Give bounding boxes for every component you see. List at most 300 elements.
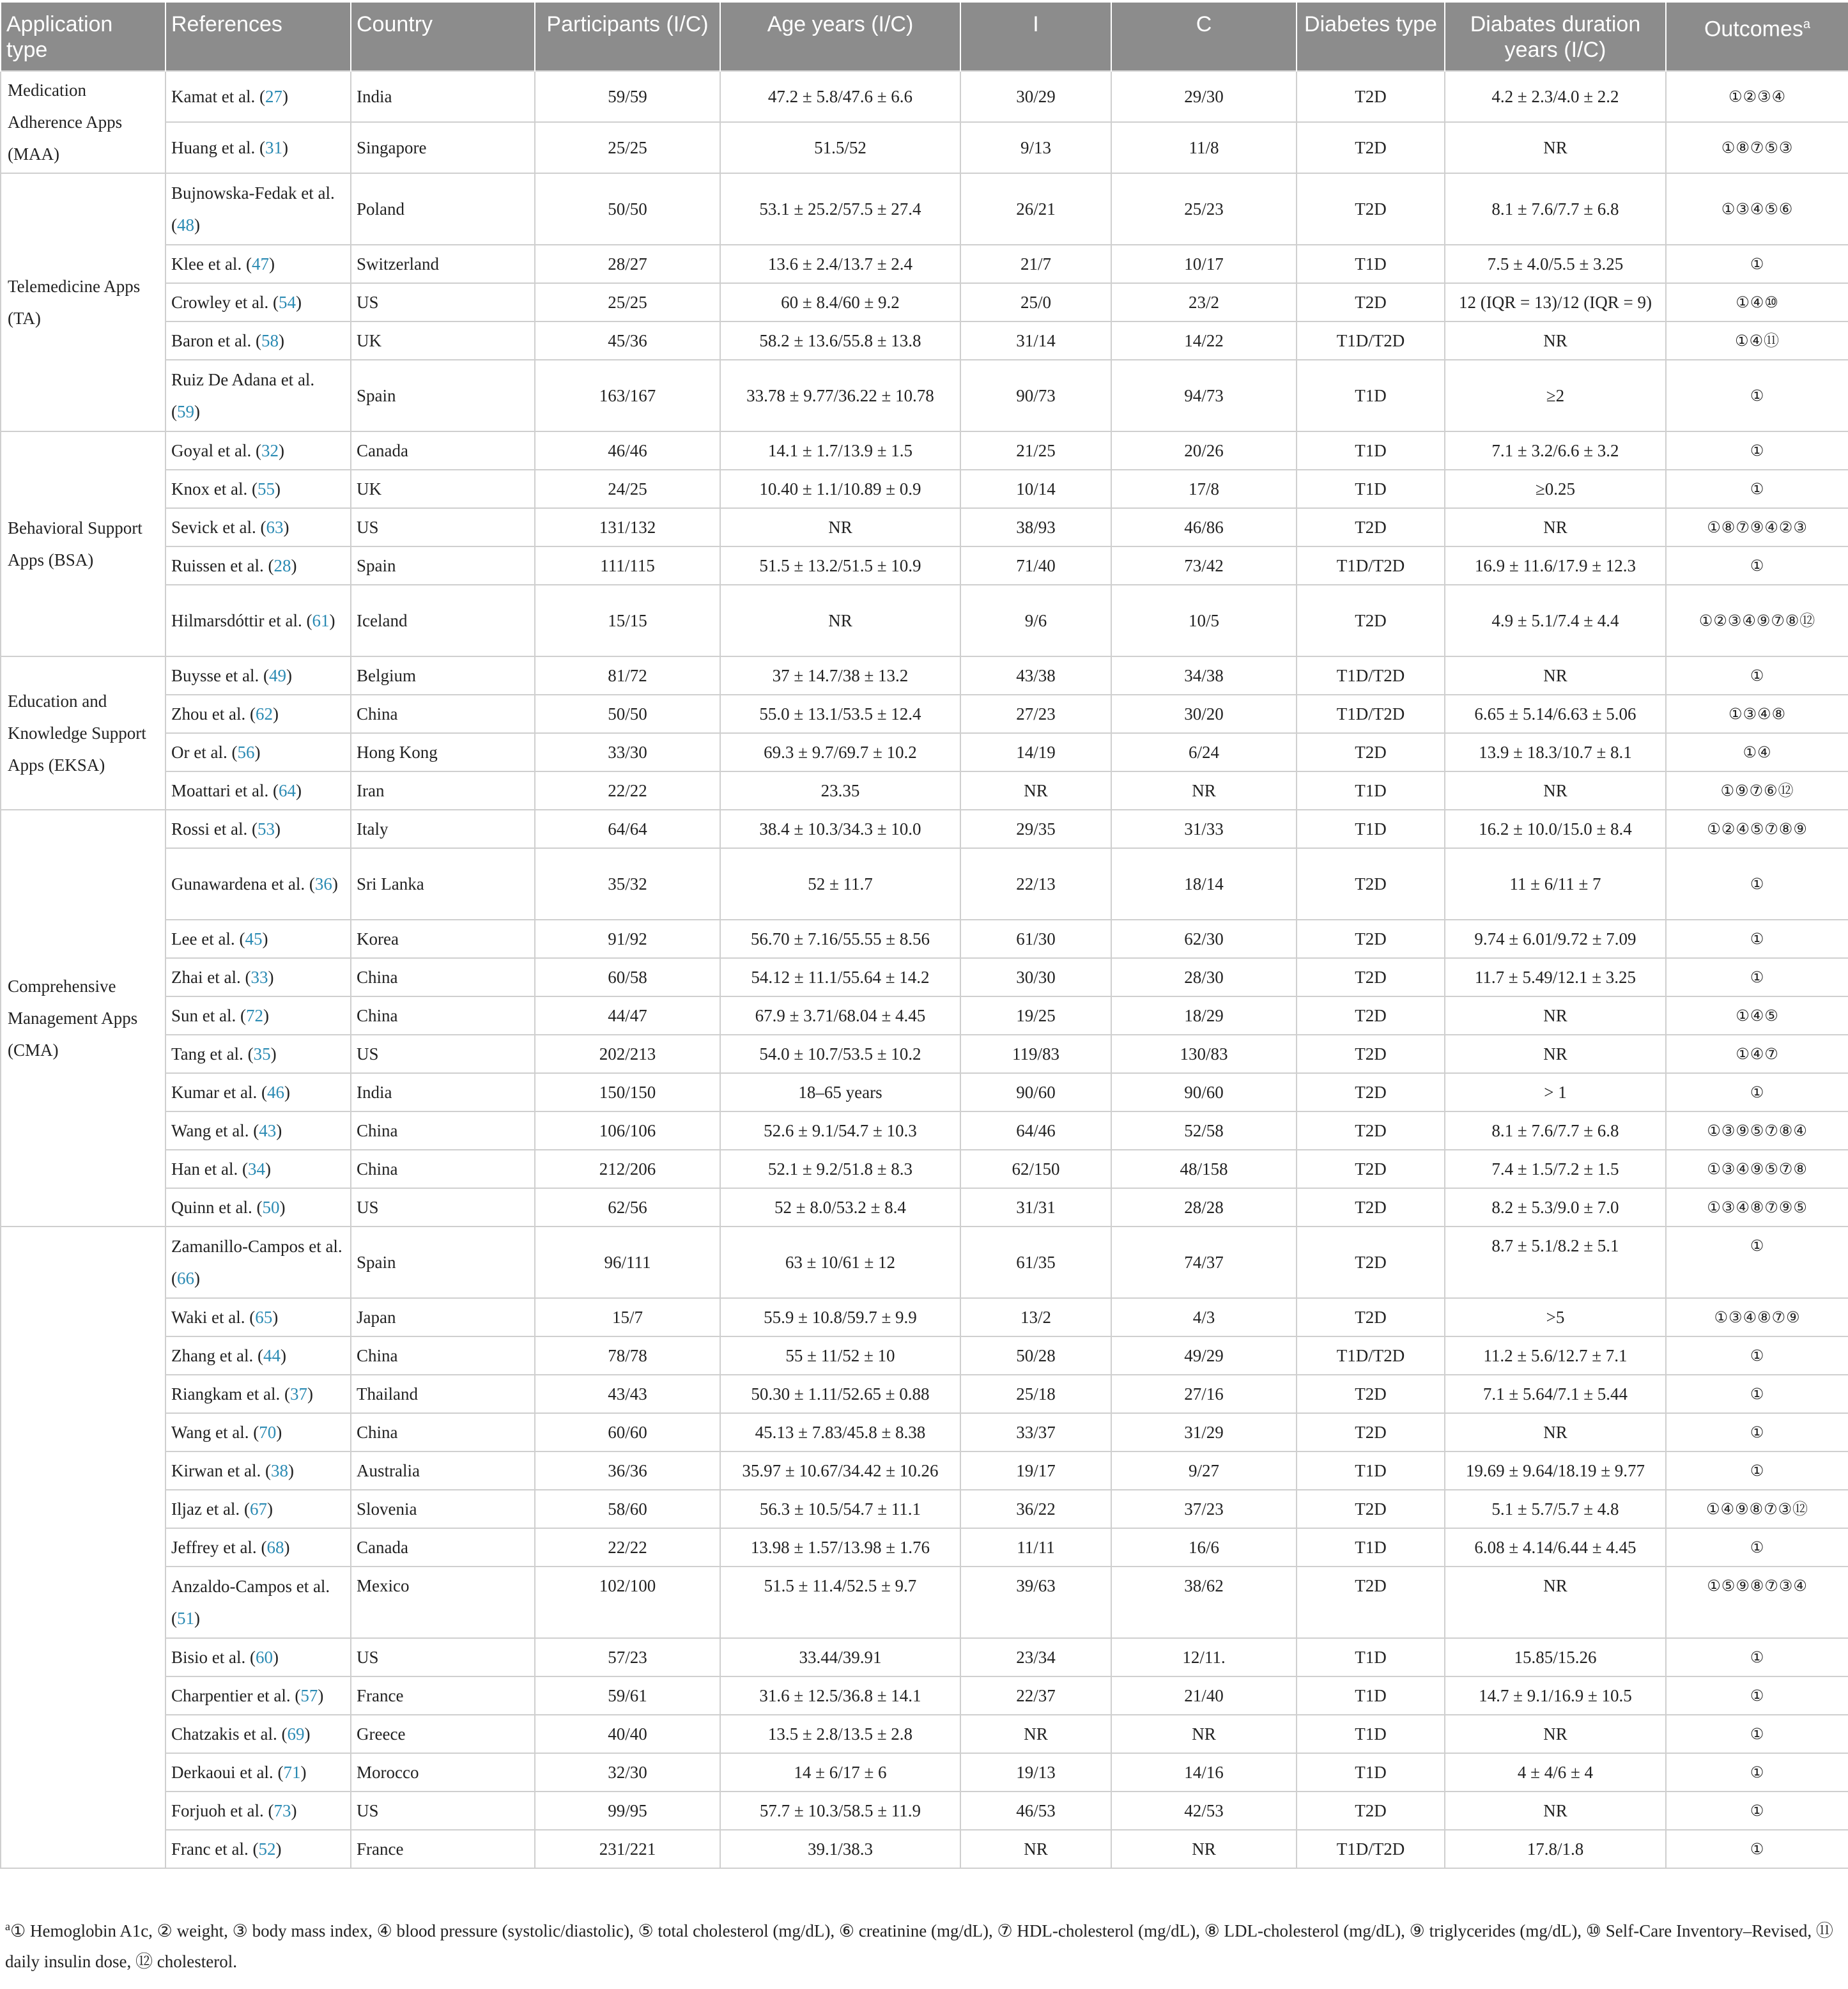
diabetes-type-cell: T1D: [1297, 771, 1445, 810]
country-cell: Singapore: [351, 122, 535, 173]
age-cell: 52 ± 11.7: [720, 848, 960, 920]
outcomes-cell: ①③④⑨⑤⑦⑧: [1666, 1150, 1848, 1188]
reference-cell: Zhang et al. (44): [166, 1336, 351, 1375]
reference-author: Goyal et al.: [171, 441, 252, 460]
table-row: [1, 1035, 1848, 1073]
outcomes-cell: ①②④⑤⑦⑧⑨: [1666, 810, 1848, 848]
outcomes-cell: ①④: [1666, 733, 1848, 771]
reference-author: Gunawardena et al.: [171, 874, 305, 894]
reference-cell: Rossi et al. (53): [166, 810, 351, 848]
footnote: [5, 1911, 1839, 1977]
reference-author: Charpentier et al.: [171, 1686, 291, 1705]
country-cell: Mexico: [351, 1567, 535, 1638]
reference-number-link[interactable]: 51: [177, 1609, 194, 1628]
age-cell: 67.9 ± 3.71/68.04 ± 4.45: [720, 996, 960, 1035]
diabetes-type-cell: T2D: [1297, 1298, 1445, 1336]
table-row: [1, 1676, 1848, 1715]
diabetes-type-cell: T1D: [1297, 1638, 1445, 1676]
reference-cell: Zhai et al. (33): [166, 958, 351, 996]
table-row: [1, 360, 1848, 431]
reference-number-link[interactable]: 54: [278, 293, 296, 312]
diabetes-type-cell: T2D: [1297, 508, 1445, 546]
c-cell: 30/20: [1111, 695, 1297, 733]
duration-cell: 5.1 ± 5.7/5.7 ± 4.8: [1445, 1490, 1666, 1528]
reference-cell: Ruiz De Adana et al. (59): [166, 360, 351, 431]
reference-number-link[interactable]: 71: [283, 1763, 301, 1782]
diabetes-type-cell: T1D: [1297, 1528, 1445, 1567]
reference-number-link[interactable]: 44: [263, 1346, 281, 1365]
duration-cell: 8.1 ± 7.6/7.7 ± 6.8: [1445, 173, 1666, 245]
outcomes-cell: ①: [1666, 1715, 1848, 1753]
i-cell: 10/14: [960, 470, 1111, 508]
c-cell: 130/83: [1111, 1035, 1297, 1073]
header-country: Country: [351, 3, 535, 71]
c-cell: 20/26: [1111, 431, 1297, 470]
reference-author: Wang et al.: [171, 1121, 249, 1140]
participants-cell: 57/23: [535, 1638, 720, 1676]
reference-number-link[interactable]: 48: [177, 215, 194, 235]
c-cell: 12/11.: [1111, 1638, 1297, 1676]
reference-author: Crowley et al.: [171, 293, 269, 312]
participants-cell: 15/7: [535, 1298, 720, 1336]
i-cell: 39/63: [960, 1567, 1111, 1638]
studies-table: [0, 3, 1848, 1869]
table-row: [1, 71, 1848, 122]
i-cell: 22/13: [960, 848, 1111, 920]
participants-cell: 163/167: [535, 360, 720, 431]
c-cell: 94/73: [1111, 360, 1297, 431]
reference-author: Anzaldo-Campos et al.: [171, 1577, 330, 1596]
c-cell: 74/37: [1111, 1227, 1297, 1298]
i-cell: 90/73: [960, 360, 1111, 431]
reference-author: Sevick et al.: [171, 518, 256, 537]
i-cell: 19/17: [960, 1451, 1111, 1490]
group-label: Education and Knowledge Support Apps (EKSA): [1, 656, 166, 810]
i-cell: 19/13: [960, 1753, 1111, 1792]
outcomes-cell: ①: [1666, 1073, 1848, 1111]
table-row: [1, 122, 1848, 173]
c-cell: NR: [1111, 1715, 1297, 1753]
age-cell: 56.70 ± 7.16/55.55 ± 8.56: [720, 920, 960, 958]
age-cell: 50.30 ± 1.11/52.65 ± 0.88: [720, 1375, 960, 1413]
c-cell: 21/40: [1111, 1676, 1297, 1715]
header-outcomes-label: Outcomes: [1704, 17, 1803, 42]
reference-number-link[interactable]: 45: [245, 929, 263, 948]
c-cell: 27/16: [1111, 1375, 1297, 1413]
country-cell: India: [351, 1073, 535, 1111]
table-row: [1, 695, 1848, 733]
age-cell: 53.1 ± 25.2/57.5 ± 27.4: [720, 173, 960, 245]
table-row: [1, 848, 1848, 920]
duration-cell: 8.7 ± 5.1/8.2 ± 5.1: [1445, 1227, 1666, 1298]
duration-cell: ≥2: [1445, 360, 1666, 431]
diabetes-type-cell: T2D: [1297, 1188, 1445, 1227]
c-cell: 17/8: [1111, 470, 1297, 508]
i-cell: 90/60: [960, 1073, 1111, 1111]
participants-cell: 58/60: [535, 1490, 720, 1528]
reference-number-link[interactable]: 69: [287, 1724, 305, 1744]
outcomes-cell: ①②③④: [1666, 71, 1848, 122]
country-cell: Canada: [351, 1528, 535, 1567]
table-row: [1, 508, 1848, 546]
reference-cell: Riangkam et al. (37): [166, 1375, 351, 1413]
reference-number-link[interactable]: 28: [273, 556, 291, 575]
reference-author: Riangkam et al.: [171, 1384, 281, 1404]
reference-number-link[interactable]: 58: [261, 331, 279, 350]
country-cell: UK: [351, 470, 535, 508]
reference-author: Kirwan et al.: [171, 1461, 261, 1480]
reference-number-link[interactable]: 53: [258, 819, 275, 839]
c-cell: 90/60: [1111, 1073, 1297, 1111]
duration-cell: 13.9 ± 18.3/10.7 ± 8.1: [1445, 733, 1666, 771]
group-label: Comprehensive Management Apps (CMA): [1, 810, 166, 1227]
reference-number-link[interactable]: 64: [278, 781, 296, 800]
duration-cell: 8.2 ± 5.3/9.0 ± 7.0: [1445, 1188, 1666, 1227]
duration-cell: 4.2 ± 2.3/4.0 ± 2.2: [1445, 71, 1666, 122]
participants-cell: 28/27: [535, 245, 720, 283]
country-cell: China: [351, 695, 535, 733]
age-cell: 37 ± 14.7/38 ± 13.2: [720, 656, 960, 695]
reference-author: Rossi et al.: [171, 819, 248, 839]
age-cell: 13.98 ± 1.57/13.98 ± 1.76: [720, 1528, 960, 1567]
age-cell: 10.40 ± 1.1/10.89 ± 0.9: [720, 470, 960, 508]
country-cell: France: [351, 1676, 535, 1715]
outcomes-cell: ①: [1666, 1227, 1848, 1298]
participants-cell: 22/22: [535, 1528, 720, 1567]
reference-number-link[interactable]: 36: [314, 874, 332, 894]
outcomes-cell: ①④⑩: [1666, 283, 1848, 321]
country-cell: US: [351, 1792, 535, 1830]
reference-cell: Zhou et al. (62): [166, 695, 351, 733]
c-cell: 18/14: [1111, 848, 1297, 920]
table-row: [1, 1715, 1848, 1753]
duration-cell: 7.1 ± 3.2/6.6 ± 3.2: [1445, 431, 1666, 470]
age-cell: 52.6 ± 9.1/54.7 ± 10.3: [720, 1111, 960, 1150]
diabetes-type-cell: T2D: [1297, 1073, 1445, 1111]
table-row: [1, 810, 1848, 848]
reference-number-link[interactable]: 63: [266, 518, 284, 537]
outcomes-cell: ①: [1666, 1792, 1848, 1830]
country-cell: Italy: [351, 810, 535, 848]
participants-cell: 150/150: [535, 1073, 720, 1111]
duration-cell: NR: [1445, 996, 1666, 1035]
reference-number-link[interactable]: 33: [250, 968, 268, 987]
outcomes-cell: ①: [1666, 656, 1848, 695]
i-cell: 27/23: [960, 695, 1111, 733]
duration-cell: 9.74 ± 6.01/9.72 ± 7.09: [1445, 920, 1666, 958]
i-cell: 25/18: [960, 1375, 1111, 1413]
reference-author: Kumar et al.: [171, 1083, 258, 1102]
country-cell: Slovenia: [351, 1490, 535, 1528]
age-cell: 55.0 ± 13.1/53.5 ± 12.4: [720, 695, 960, 733]
duration-cell: NR: [1445, 1567, 1666, 1638]
c-cell: 62/30: [1111, 920, 1297, 958]
reference-cell: Sun et al. (72): [166, 996, 351, 1035]
age-cell: 31.6 ± 12.5/36.8 ± 14.1: [720, 1676, 960, 1715]
c-cell: 31/29: [1111, 1413, 1297, 1451]
reference-number-link[interactable]: 70: [259, 1423, 277, 1442]
table-row: [1, 283, 1848, 321]
diabetes-type-cell: T2D: [1297, 1792, 1445, 1830]
c-cell: 16/6: [1111, 1528, 1297, 1567]
participants-cell: 25/25: [535, 122, 720, 173]
diabetes-type-cell: T2D: [1297, 1567, 1445, 1638]
reference-author: Han et al.: [171, 1159, 238, 1179]
duration-cell: NR: [1445, 321, 1666, 360]
reference-number-link[interactable]: 59: [177, 402, 194, 421]
reference-cell: Bujnowska-Fedak et al. (48): [166, 173, 351, 245]
country-cell: Korea: [351, 920, 535, 958]
c-cell: 6/24: [1111, 733, 1297, 771]
reference-number-link[interactable]: 66: [177, 1269, 194, 1288]
reference-author: Lee et al.: [171, 929, 235, 948]
diabetes-type-cell: T1D/T2D: [1297, 546, 1445, 585]
duration-cell: 7.5 ± 4.0/5.5 ± 3.25: [1445, 245, 1666, 283]
reference-number-link[interactable]: 62: [255, 704, 273, 724]
reference-author: Ruiz De Adana et al.: [171, 370, 315, 389]
c-cell: 10/17: [1111, 245, 1297, 283]
outcomes-cell: ①⑤⑨⑧⑦③④: [1666, 1567, 1848, 1638]
outcomes-cell: ①: [1666, 1413, 1848, 1451]
duration-cell: NR: [1445, 1413, 1666, 1451]
table-row: [1, 321, 1848, 360]
participants-cell: 32/30: [535, 1753, 720, 1792]
reference-cell: Jeffrey et al. (68): [166, 1528, 351, 1567]
participants-cell: 15/15: [535, 585, 720, 656]
table-row: [1, 1490, 1848, 1528]
participants-cell: 40/40: [535, 1715, 720, 1753]
group-label: [1, 1227, 166, 1868]
i-cell: 71/40: [960, 546, 1111, 585]
c-cell: 14/22: [1111, 321, 1297, 360]
reference-number-link[interactable]: 27: [265, 87, 282, 106]
reference-number-link[interactable]: 52: [258, 1839, 276, 1859]
header-c: C: [1111, 3, 1297, 71]
participants-cell: 24/25: [535, 470, 720, 508]
reference-number-link[interactable]: 61: [312, 611, 330, 630]
diabetes-type-cell: T1D: [1297, 1715, 1445, 1753]
outcomes-cell: ①: [1666, 245, 1848, 283]
reference-number-link[interactable]: 34: [247, 1159, 265, 1179]
diabetes-type-cell: T2D: [1297, 1375, 1445, 1413]
reference-cell: Ruissen et al. (28): [166, 546, 351, 585]
reference-number-link[interactable]: 57: [300, 1686, 318, 1705]
age-cell: 56.3 ± 10.5/54.7 ± 11.1: [720, 1490, 960, 1528]
outcomes-cell: ①⑧⑦⑤③: [1666, 122, 1848, 173]
i-cell: 9/13: [960, 122, 1111, 173]
reference-cell: Goyal et al. (32): [166, 431, 351, 470]
participants-cell: 60/60: [535, 1413, 720, 1451]
reference-number-link[interactable]: 47: [251, 254, 269, 274]
outcomes-cell: ①: [1666, 1638, 1848, 1676]
reference-number-link[interactable]: 56: [237, 743, 255, 762]
country-cell: UK: [351, 321, 535, 360]
diabetes-type-cell: T2D: [1297, 958, 1445, 996]
table-row: [1, 1073, 1848, 1111]
country-cell: Japan: [351, 1298, 535, 1336]
reference-number-link[interactable]: 73: [273, 1801, 291, 1820]
header-diabetes-type: Diabetes type: [1297, 3, 1445, 71]
diabetes-type-cell: T1D: [1297, 431, 1445, 470]
reference-number-link[interactable]: 43: [259, 1121, 277, 1140]
age-cell: 51.5 ± 11.4/52.5 ± 9.7: [720, 1567, 960, 1638]
i-cell: 22/37: [960, 1676, 1111, 1715]
header-row: [1, 3, 1848, 71]
diabetes-type-cell: T1D: [1297, 810, 1445, 848]
reference-author: Or et al.: [171, 743, 227, 762]
country-cell: Iceland: [351, 585, 535, 656]
table-row: [1, 1413, 1848, 1451]
age-cell: 33.78 ± 9.77/36.22 ± 10.78: [720, 360, 960, 431]
c-cell: 48/158: [1111, 1150, 1297, 1188]
outcomes-cell: ①: [1666, 1451, 1848, 1490]
participants-cell: 59/61: [535, 1676, 720, 1715]
header-age: Age years (I/C): [720, 3, 960, 71]
i-cell: 19/25: [960, 996, 1111, 1035]
c-cell: 9/27: [1111, 1451, 1297, 1490]
c-cell: 28/30: [1111, 958, 1297, 996]
duration-cell: 7.4 ± 1.5/7.2 ± 1.5: [1445, 1150, 1666, 1188]
diabetes-type-cell: T2D: [1297, 1490, 1445, 1528]
table-row: [1, 1375, 1848, 1413]
header-application-type: Application type: [1, 3, 166, 71]
diabetes-type-cell: T2D: [1297, 1111, 1445, 1150]
age-cell: 69.3 ± 9.7/69.7 ± 10.2: [720, 733, 960, 771]
reference-number-link[interactable]: 60: [256, 1648, 273, 1667]
country-cell: Switzerland: [351, 245, 535, 283]
country-cell: China: [351, 1336, 535, 1375]
age-cell: 33.44/39.91: [720, 1638, 960, 1676]
diabetes-type-cell: T1D/T2D: [1297, 1336, 1445, 1375]
participants-cell: 212/206: [535, 1150, 720, 1188]
participants-cell: 99/95: [535, 1792, 720, 1830]
reference-author: Waki et al.: [171, 1308, 245, 1327]
reference-number-link[interactable]: 68: [266, 1538, 284, 1557]
reference-author: Kamat et al.: [171, 87, 256, 106]
country-cell: US: [351, 1188, 535, 1227]
participants-cell: 36/36: [535, 1451, 720, 1490]
outcomes-cell: ①: [1666, 1336, 1848, 1375]
c-cell: 46/86: [1111, 508, 1297, 546]
table-row: [1, 733, 1848, 771]
reference-number-link[interactable]: 38: [270, 1461, 288, 1480]
outcomes-cell: ①⑧⑦⑨④②③: [1666, 508, 1848, 546]
i-cell: 21/25: [960, 431, 1111, 470]
reference-cell: Forjuoh et al. (73): [166, 1792, 351, 1830]
reference-number-link[interactable]: 35: [253, 1044, 271, 1064]
reference-number-link[interactable]: 67: [249, 1499, 267, 1519]
duration-cell: 11.7 ± 5.49/12.1 ± 3.25: [1445, 958, 1666, 996]
reference-author: Quinn et al.: [171, 1198, 252, 1217]
country-cell: Sri Lanka: [351, 848, 535, 920]
c-cell: 34/38: [1111, 656, 1297, 695]
outcomes-cell: ①: [1666, 958, 1848, 996]
reference-author: Baron et al.: [171, 331, 252, 350]
reference-cell: Tang et al. (35): [166, 1035, 351, 1073]
i-cell: 62/150: [960, 1150, 1111, 1188]
participants-cell: 96/111: [535, 1227, 720, 1298]
participants-cell: 81/72: [535, 656, 720, 695]
country-cell: US: [351, 283, 535, 321]
reference-author: Buysse et al.: [171, 666, 259, 685]
i-cell: 119/83: [960, 1035, 1111, 1073]
age-cell: 14 ± 6/17 ± 6: [720, 1753, 960, 1792]
reference-number-link[interactable]: 31: [265, 138, 282, 157]
duration-cell: 6.08 ± 4.14/6.44 ± 4.45: [1445, 1528, 1666, 1567]
c-cell: 25/23: [1111, 173, 1297, 245]
country-cell: Morocco: [351, 1753, 535, 1792]
participants-cell: 106/106: [535, 1111, 720, 1150]
footnote-mark: a: [5, 1920, 10, 1933]
table-row: [1, 1528, 1848, 1567]
reference-author: Jeffrey et al.: [171, 1538, 257, 1557]
c-cell: 42/53: [1111, 1792, 1297, 1830]
reference-author: Wang et al.: [171, 1423, 249, 1442]
reference-author: Zhou et al.: [171, 704, 246, 724]
duration-cell: NR: [1445, 771, 1666, 810]
reference-number-link[interactable]: 50: [262, 1198, 280, 1217]
i-cell: 11/11: [960, 1528, 1111, 1567]
i-cell: NR: [960, 1830, 1111, 1868]
reference-number-link[interactable]: 49: [268, 666, 286, 685]
reference-number-link[interactable]: 32: [261, 441, 279, 460]
i-cell: 31/14: [960, 321, 1111, 360]
footnote-text: ① Hemoglobin A1c, ② weight, ③ body mass index, ④ blood pressure (systolic/diastolic), ⑤ total cholesterol (mg/dL), ⑥ creatinine (mg/dL), ⑦ HDL-cholesterol (mg/dL), ⑧ LDL-cholesterol (mg/dL), ⑨ triglycerides (mg/dL), ⑩ Self-Care Inventory–Revised, ⑪ daily insulin dose, ⑫ cholesterol.: [5, 1921, 1833, 1971]
age-cell: 14.1 ± 1.7/13.9 ± 1.5: [720, 431, 960, 470]
outcomes-cell: ①: [1666, 920, 1848, 958]
reference-cell: Kamat et al. (27): [166, 71, 351, 122]
table-row: [1, 771, 1848, 810]
i-cell: 30/29: [960, 71, 1111, 122]
table-row: [1, 1150, 1848, 1188]
reference-number-link[interactable]: 65: [255, 1308, 273, 1327]
diabetes-type-cell: T2D: [1297, 1035, 1445, 1073]
i-cell: 21/7: [960, 245, 1111, 283]
country-cell: China: [351, 1413, 535, 1451]
duration-cell: NR: [1445, 1035, 1666, 1073]
country-cell: China: [351, 958, 535, 996]
duration-cell: 11 ± 6/11 ± 7: [1445, 848, 1666, 920]
i-cell: 61/35: [960, 1227, 1111, 1298]
reference-author: Bujnowska-Fedak et al.: [171, 183, 335, 203]
header-participants: Participants (I/C): [535, 3, 720, 71]
reference-number-link[interactable]: 72: [246, 1006, 263, 1025]
outcomes-cell: ①③④⑧: [1666, 695, 1848, 733]
reference-cell: Lee et al. (45): [166, 920, 351, 958]
reference-number-link[interactable]: 55: [257, 479, 275, 499]
duration-cell: NR: [1445, 1792, 1666, 1830]
age-cell: 45.13 ± 7.83/45.8 ± 8.38: [720, 1413, 960, 1451]
outcomes-cell: ①: [1666, 1830, 1848, 1868]
i-cell: 26/21: [960, 173, 1111, 245]
table-row: [1, 470, 1848, 508]
reference-cell: Sevick et al. (63): [166, 508, 351, 546]
diabetes-type-cell: T1D: [1297, 470, 1445, 508]
reference-number-link[interactable]: 46: [266, 1083, 284, 1102]
duration-cell: NR: [1445, 1715, 1666, 1753]
age-cell: 38.4 ± 10.3/34.3 ± 10.0: [720, 810, 960, 848]
age-cell: 57.7 ± 10.3/58.5 ± 11.9: [720, 1792, 960, 1830]
country-cell: US: [351, 508, 535, 546]
outcomes-cell: ①: [1666, 1753, 1848, 1792]
reference-cell: Franc et al. (52): [166, 1830, 351, 1868]
age-cell: 18–65 years: [720, 1073, 960, 1111]
participants-cell: 43/43: [535, 1375, 720, 1413]
reference-number-link[interactable]: 37: [289, 1384, 307, 1404]
country-cell: China: [351, 1150, 535, 1188]
duration-cell: ≥0.25: [1445, 470, 1666, 508]
c-cell: 73/42: [1111, 546, 1297, 585]
